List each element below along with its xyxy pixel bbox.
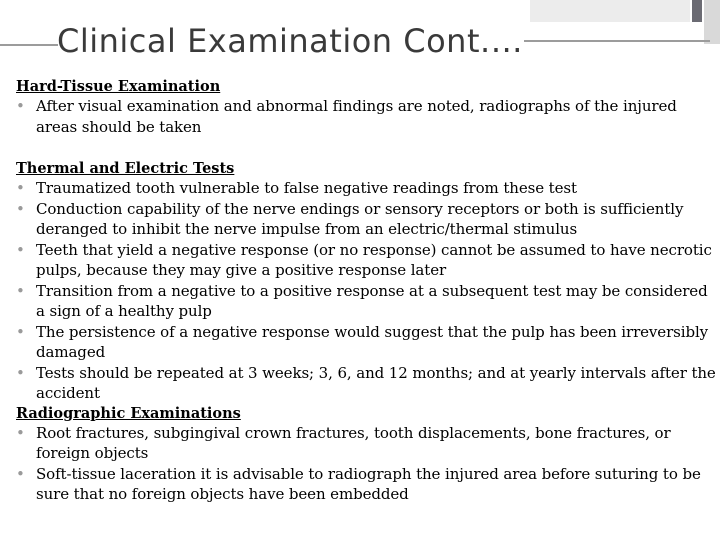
bullet-list-hard-tissue [16, 96, 716, 137]
list-item-text: The persistence of a negative response would suggest that the pulp has been irreversibly damaged [36, 322, 709, 361]
bullet-icon: • [16, 179, 25, 197]
bullet-icon: • [16, 281, 25, 300]
slide-title: Clinical Examination Cont.… [57, 22, 524, 60]
list-item-text: Conduction capability of the nerve endings or sensory receptors or both is sufficiently deranged to inhibit the nerve impulse from an electric/thermal stimulus [36, 199, 684, 238]
decorative-top-bars [530, 0, 720, 30]
title-rule-right [524, 40, 710, 42]
decorative-bar-dark [692, 0, 702, 22]
list-item [16, 96, 716, 137]
section-heading-hard-tissue: Hard-Tissue Examination [16, 78, 221, 95]
bullet-icon: • [16, 423, 25, 442]
bullet-icon: • [16, 199, 25, 218]
list-item-text: Transition from a negative to a positive response at a subsequent test may be considered a sign of a healthy pulp [36, 281, 708, 320]
decorative-bar-gray [704, 0, 720, 44]
list-item-text: After visual examination and abnormal findings are noted, radiographs of the injured areas should be taken [36, 97, 677, 136]
bullet-icon: • [16, 363, 25, 382]
list-item [16, 363, 716, 404]
bullet-icon: • [16, 240, 25, 259]
list-item [16, 240, 716, 281]
list-item [16, 464, 716, 505]
bullet-icon: • [16, 322, 25, 341]
list-item-text: Tests should be repeated at 3 weeks; 3, 6, and 12 months; and at yearly intervals after the accident [36, 363, 716, 402]
list-item [16, 281, 716, 322]
bullet-icon: • [16, 464, 25, 483]
list-item-text: Soft-tissue laceration it is advisable to radiograph the injured area before suturing to be sure that no foreign objects have been embedded [36, 464, 701, 503]
list-item [16, 199, 716, 240]
slide-content [16, 77, 716, 505]
title-rule-left [0, 44, 58, 46]
decorative-bar-light-gray [530, 0, 690, 22]
bullet-list-thermal-electric [16, 178, 716, 404]
list-item-text: Root fractures, subgingival crown fractures, tooth displacements, bone fractures, or foreign objects [36, 423, 671, 462]
list-item-text: Traumatized tooth vulnerable to false negative readings from these test [36, 179, 577, 197]
list-item-text: Teeth that yield a negative response (or no response) cannot be assumed to have necrotic pulps, because they may give a positive response later [36, 240, 712, 279]
section-heading-thermal-electric: Thermal and Electric Tests [16, 160, 235, 177]
bullet-list-radiographic [16, 423, 716, 505]
list-item [16, 322, 716, 363]
section-heading-radiographic: Radiographic Examinations [16, 404, 241, 422]
bullet-icon: • [16, 97, 25, 115]
list-item [16, 423, 716, 464]
list-item [16, 178, 716, 199]
